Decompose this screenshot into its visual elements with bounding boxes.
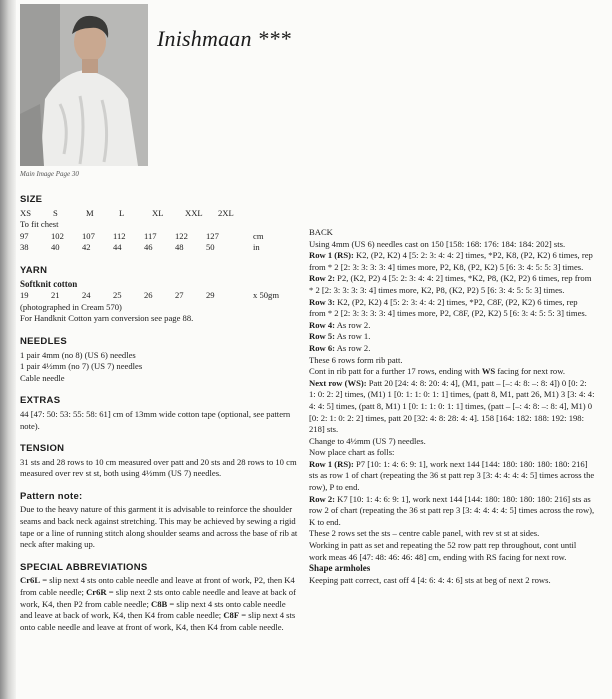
needle-change: Change to 4½mm (US 7) needles.: [309, 435, 426, 446]
row-text: P2, (K2, P2) 4 [5: 2: 3: 4: 4: 2] times, *K2, P8, (K2, P2) 6 times, rep from * 2 [2: 3: 3: 3: 3: 4] times more, K2, P8, (K2, P2) 5 [6: 3: 4: 5: 5: 3] times.: [309, 273, 592, 295]
in-unit: in: [253, 242, 260, 253]
tension-heading: TENSION: [20, 443, 65, 455]
size-label: M: [86, 207, 94, 218]
size-label: XL: [152, 207, 164, 218]
cm-value: 122: [175, 230, 188, 241]
yarn-value: 29: [206, 290, 215, 301]
in-value: 40: [51, 242, 60, 253]
abbreviations-heading: SPECIAL ABBREVIATIONS: [20, 561, 148, 573]
row-label: Row 1 (RS):: [309, 250, 354, 261]
back-row: [309, 343, 595, 355]
needle-line: 1 pair 4mm (no 8) (US 6) needles: [20, 349, 136, 360]
chart-row: [309, 459, 595, 494]
working-note: Working in patt as set and repeating the 52 row patt rep throughout, cont until work meas 46 [47: 48: 46: 46: 48] cm, ending with RS facing for next row.: [309, 540, 577, 562]
row-label: Next row (WS):: [309, 377, 367, 388]
yarn-unit: x 50gm: [253, 290, 280, 301]
back-heading: BACK: [309, 227, 333, 237]
needle-line: Cable needle: [20, 372, 65, 383]
next-row: [309, 378, 595, 436]
row-text: As row 2.: [335, 342, 371, 353]
row-label: Row 4:: [309, 319, 336, 330]
row-label: Row 6:: [309, 342, 336, 353]
yarn-quantity-row: [20, 290, 300, 302]
row-text: P7 [10: 1: 4: 6: 9: 1], work next 144 [144: 180: 180: 180: 180: 216] sts as row 1 of chart (repeating the 36 st patt rep 3 [3: 4: 4: 4: 4: 5] times across the row), P to end.: [309, 458, 595, 493]
row-text: As row 2.: [335, 319, 371, 330]
book-spine-shadow: [0, 0, 16, 699]
needles-heading: NEEDLES: [20, 335, 67, 347]
in-value: 46: [144, 242, 153, 253]
pattern-note-heading: Pattern note:: [20, 490, 83, 502]
abbreviations-text: [20, 575, 300, 633]
row-label: Row 5:: [309, 331, 336, 342]
abbr-term: Cr6L: [20, 575, 41, 586]
row-text: K2, (P2, K2) 4 [5: 2: 3: 4: 4: 2] times, *P2, K8, (P2, K2) 6 times, rep from * 2 [2: 3: 3: 3: 3: 4] times more, P2, K8, (P2, K2) 5 [6: 3: 4: 5: 5: 3] times.: [309, 250, 593, 272]
yarn-value: 25: [113, 290, 122, 301]
cm-value: 97: [20, 230, 29, 241]
rib-continue-text: Cont in rib patt for a further 17 rows, ending with: [309, 366, 482, 377]
back-row: [309, 331, 595, 343]
abbr-definition: = slip next 4 sts onto cable needle and leave at front of work, K4, then K4 from cable needle.: [20, 610, 296, 632]
cm-value: 107: [82, 230, 95, 241]
size-section: [20, 194, 300, 254]
row-text: Patt 20 [24: 4: 8: 20: 4: 4], (M1, patt – [–: 4: 8: –: 8: 4]) 0 [0: 2: 1: 0: 2: 2] times, (M1) 1 [0: 1: 1: 0: 1: 1] times, (patt 8, M1, patt 26, M1) 3 [3: 4: 4: 4: 4: 5] times, (patt 8, M1) 1 [0: 1: 1: 0: 1: 1] times, (patt – [–: 4: 8: –: 8: 4], M1) 0 [0: 2: 1: 0: 2: 2] times, patt 20 [32: 4: 8: 28: 4: 4]. 158 [164: 182: 188: 192: 198: 218] sts.: [309, 377, 595, 435]
chart-row: [309, 494, 595, 529]
pattern-note-text: Due to the heavy nature of this garment it is advisable to reinforce the shoulder seams and back neck against stretching. This may be achieved by sewing a rigid tape or a line of running stitch along shoulder seams and across the base of rib at neck after making up.: [20, 504, 298, 550]
row-label: Row 2:: [309, 273, 336, 284]
size-label: XS: [20, 207, 31, 218]
rib-summary: These 6 rows form rib patt.: [309, 354, 403, 365]
row-label: Row 3:: [309, 296, 336, 307]
abbr-definition: = slip next 4 sts onto cable needle and leave at back of work, K4, then K4 from cable needle;: [20, 598, 286, 621]
pattern-note-section: [20, 491, 300, 551]
rib-continue-end: facing for next row.: [495, 366, 566, 377]
row-label: Row 2:: [309, 493, 336, 504]
needles-section: [20, 336, 300, 384]
row-label: Row 1 (RS):: [309, 458, 354, 469]
right-column: [309, 227, 595, 586]
in-value: 44: [113, 242, 122, 253]
left-column: [20, 194, 300, 644]
size-label: 2XL: [218, 207, 234, 218]
in-value: 42: [82, 242, 91, 253]
abbreviations-section: [20, 562, 300, 634]
in-value: 50: [206, 242, 215, 253]
rib-continue: [309, 366, 595, 378]
size-label: XXL: [185, 207, 203, 218]
extras-heading: EXTRAS: [20, 395, 61, 407]
yarn-section: [20, 265, 300, 325]
cm-value: 112: [113, 230, 126, 241]
cm-value: 102: [51, 230, 64, 241]
tension-text: 31 sts and 28 rows to 10 cm measured over patt and 20 sts and 28 rows to 10 cm measured over rev st st, both using 4½mm (US 7) needles.: [20, 456, 297, 479]
back-row: [309, 250, 595, 273]
chest-label: To fit chest: [20, 219, 59, 230]
abbr-term: C8F: [223, 610, 240, 621]
cm-value: 117: [144, 230, 157, 241]
abbr-definition: = slip next 2 sts onto cable needle and leave at back of work, K4, then P2 from cable needle;: [20, 587, 296, 609]
extras-section: [20, 395, 300, 432]
place-chart: Now place chart as folls:: [309, 447, 395, 458]
back-intro: Using 4mm (US 6) needles cast on 150 [158: 168: 176: 184: 184: 202] sts.: [309, 238, 566, 249]
shape-armholes-heading: Shape armholes: [309, 563, 371, 574]
size-cm-row: [20, 231, 300, 243]
back-row: [309, 320, 595, 332]
yarn-name: Softknit cotton: [20, 278, 78, 289]
row-text: K7 [10: 1: 4: 6: 9: 1], work next 144 [144: 180: 180: 180: 180: 216] sts as row 2 of chart (repeating the 36 st patt rep 3 [3: 4: 4: 4: 4: 5] times across the row), K to end.: [309, 493, 595, 527]
model-photo: [20, 4, 148, 166]
size-in-row: [20, 242, 300, 254]
back-row: [309, 297, 595, 320]
yarn-value: 27: [175, 290, 184, 301]
rows-set-note: These 2 rows set the sts – centre cable panel, with rev st st at sides.: [309, 528, 540, 539]
cm-value: 127: [206, 230, 219, 241]
yarn-conversion-note: For Handknit Cotton yarn conversion see page 88.: [20, 313, 194, 324]
size-labels-row: [20, 208, 300, 220]
row-text: K2, (P2, K2) 4 [5: 2: 3: 4: 4: 2] times, *P2, C8F, (P2, K2) 6 times, rep from * 2 [2: 3: 3: 3: 3: 4] times more, P2, C8F, (P2, K2) 5 [6: 3: 4: 5: 5: 3] times.: [309, 296, 587, 319]
extras-text: 44 [47: 50: 53: 55: 58: 61] cm of 13mm wide cotton tape (optional, see pattern note).: [20, 408, 291, 431]
back-row: [309, 273, 595, 296]
yarn-value: 24: [82, 290, 91, 301]
abbr-term: C8B: [151, 598, 168, 609]
in-value: 48: [175, 242, 184, 253]
yarn-heading: YARN: [20, 264, 48, 276]
pattern-title: Inishmaan ***: [157, 26, 291, 51]
abbr-term: Cr6R: [86, 587, 107, 598]
shape-armholes-text: Keeping patt correct, cast off 4 [4: 6: 4: 4: 6] sts at beg of next 2 rows.: [309, 574, 551, 585]
needle-line: 1 pair 4½mm (no 7) (US 7) needles: [20, 361, 143, 372]
photo-caption: Main Image Page 30: [20, 170, 79, 178]
in-value: 38: [20, 242, 29, 253]
yarn-value: 26: [144, 290, 153, 301]
size-label: S: [53, 207, 58, 218]
abbr-definition: = slip next 4 sts onto cable needle and leave at front of work, P2, then K4 from cable needle;: [20, 575, 295, 598]
tension-section: [20, 443, 300, 480]
yarn-note: (photographed in Cream 570): [20, 301, 122, 312]
yarn-value: 21: [51, 290, 60, 301]
size-heading: SIZE: [20, 194, 43, 205]
size-label: L: [119, 207, 125, 218]
row-text: As row 1.: [335, 331, 371, 342]
yarn-value: 19: [20, 290, 29, 301]
ws-label: WS: [481, 366, 496, 377]
cm-unit: cm: [253, 230, 264, 241]
